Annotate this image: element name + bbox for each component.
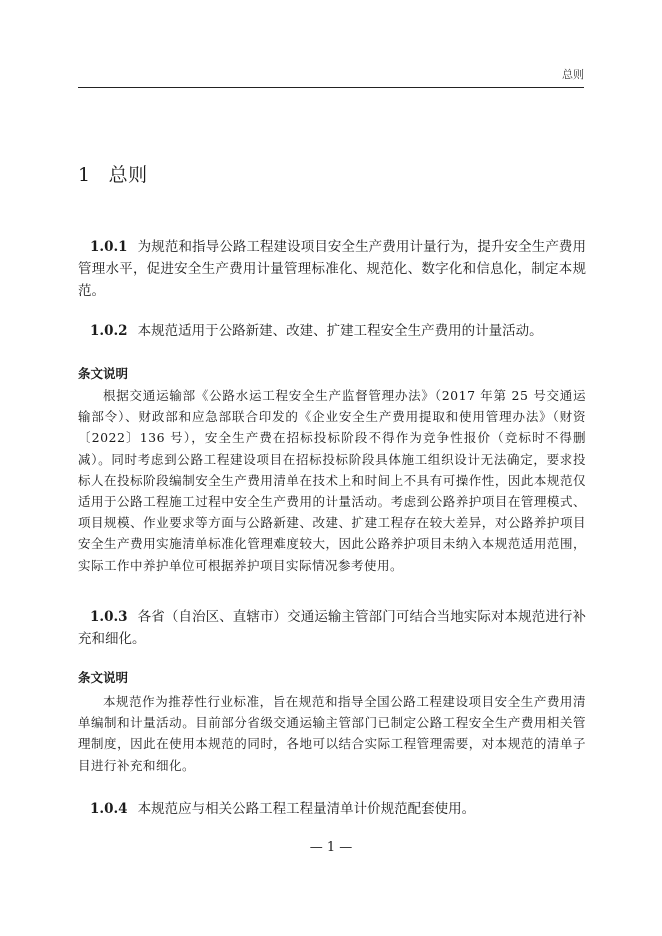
clause-1-0-2 — [78, 320, 586, 342]
clause-number: 1.0.1 — [90, 239, 128, 255]
clause-text: 各省（自治区、直辖市）交通运输主管部门可结合当地实际对本规范进行补充和细化。 — [78, 609, 586, 647]
clause-1-0-3 — [78, 606, 586, 650]
clause-text: 为规范和指导公路工程建设项目安全生产费用计量行为，提升安全生产费用管理水平，促进安全生产费用计量管理标准化、规范化、数字化和信息化，制定本规范。 — [78, 239, 586, 299]
clause-text: 本规范适用于公路新建、改建、扩建工程安全生产费用的计量活动。 — [137, 323, 543, 339]
clause-text: 本规范应与相关公路工程工程量清单计价规范配套使用。 — [137, 801, 476, 817]
chapter-title — [78, 160, 148, 187]
clause-number: 1.0.4 — [90, 801, 128, 817]
note-text: 本规范作为推荐性行业标准，旨在规范和指导全国公路工程建设项目安全生产费用清单编制和计量活动。目前部分省级交通运输主管部门已制定公路工程安全生产费用相关管理制度，因此在使用本规范的同时，各地可以结合实际工程管理需要，对本规范的清单子目进行补充和细化。 — [78, 694, 586, 773]
chapter-number: 1 — [78, 164, 91, 186]
clause-1-0-1 — [78, 236, 586, 302]
running-header: 总则 — [562, 68, 584, 81]
clause-1-0-4 — [78, 798, 586, 820]
note-heading: 条文说明 — [78, 670, 129, 685]
header-divider — [78, 87, 584, 88]
clause-number: 1.0.2 — [90, 323, 128, 339]
page-number: — 1 — — [309, 840, 353, 855]
chapter-name: 总则 — [108, 164, 148, 186]
note-text: 根据交通运输部《公路水运工程安全生产监督管理办法》（2017 年第 25 号交通运输部令）、财政部和应急部联合印发的《企业安全生产费用提取和使用管理办法》（财资〔2022〕136 号），安全生产费在招标投标阶段不得作为竞争性报价（竞标时不得删减）。同时考虑到公路工程建设项目在招标投标阶段具体施工组织设计无法确定，要求投标人在投标阶段编制安全生产费用清单在技术上和时间上不具有可操作性，因此本规范仅适用于公路工程施工过程中安全生产费用的计量活动。考虑到公路养护项目在管理模式、项目规模、作业要求等方面与公路新建、改建、扩建工程存在较大差异，对公路养护项目安全生产费用实施清单标准化管理难度较大，因此公路养护项目未纳入本规范适用范围，实际工作中养护单位可根据养护项目实际情况参考使用。 — [78, 388, 586, 573]
clause-number: 1.0.3 — [90, 609, 128, 625]
note-heading: 条文说明 — [78, 366, 129, 381]
